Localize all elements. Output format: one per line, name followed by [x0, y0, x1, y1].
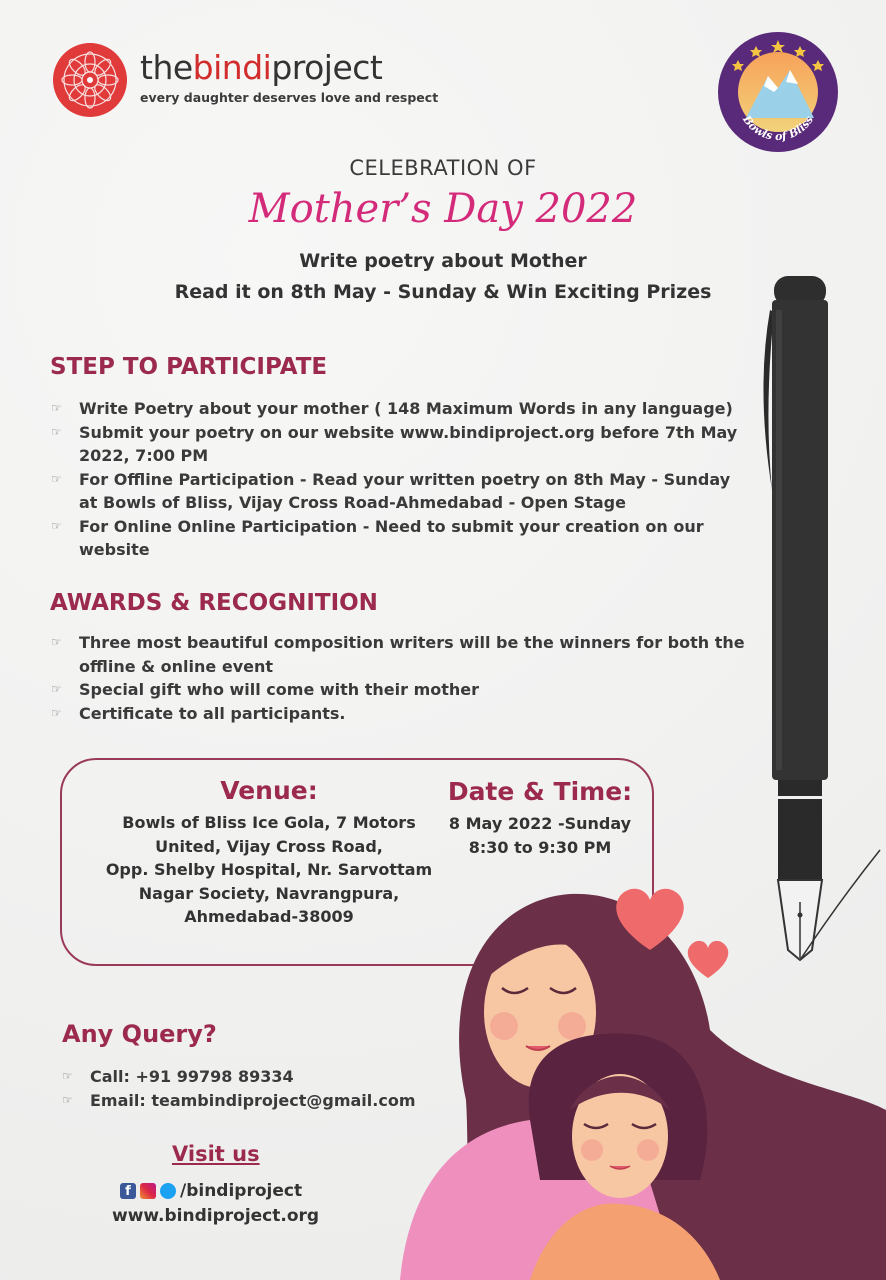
list-item: ☞ Certificate to all participants. — [49, 702, 749, 726]
list-item[interactable] — [60, 1089, 480, 1113]
bindi-project-logo — [52, 42, 128, 118]
steps-list — [49, 397, 749, 562]
subtitle-2: Read it on 8th May - Sunday & Win Exciting Prizes — [174, 281, 712, 303]
list-item: ☞ Three most beautiful composition writers will be the winners for both the offline & online event — [51, 633, 745, 676]
hearts-decoration — [610, 880, 736, 980]
twitter-icon[interactable] — [160, 1183, 176, 1199]
list-item: ☞ Special gift who will come with their mother — [49, 678, 749, 702]
list-item: ☞ Write Poetry about your mother ( 148 Maximum Words in any language) — [49, 397, 749, 421]
list-item: ☞ Submit your poetry on our website www.bindiproject.org before 7th May 2022, 7:00 PM — [51, 422, 738, 465]
query-heading: Any Query? — [62, 1020, 217, 1048]
contact-list — [60, 1065, 480, 1112]
facebook-icon[interactable]: f — [120, 1183, 136, 1199]
svg-text:Bowls of Bliss: Bowls of Bliss — [739, 113, 816, 144]
datetime-value: 8 May 2022 -Sunday 8:30 to 9:30 PM — [448, 814, 632, 857]
venue-address: Bowls of Bliss Ice Gola, 7 Motors United, Vijay Cross Road, Opp. Shelby Hospital, Nr. Sarvottam Nagar Society, Navrangpura, Ahmedabad-38009 — [105, 813, 433, 926]
call-number: Call: +91 99798 89334 — [90, 1067, 294, 1086]
pointing-hand-icon: ☞ — [51, 401, 62, 415]
bowls-of-bliss-logo — [716, 30, 840, 154]
pointing-hand-icon: ☞ — [51, 518, 62, 533]
pointing-hand-icon: ☞ — [51, 471, 62, 486]
pointing-hand-icon: ☞ — [62, 1092, 73, 1107]
social-handle-row[interactable] — [120, 1181, 302, 1201]
awards-list — [49, 631, 749, 725]
venue-heading: Venue: — [220, 776, 318, 805]
pointing-hand-icon: ☞ — [62, 1069, 73, 1083]
page-title: Mother’s Day 2022 — [248, 186, 638, 232]
brand-name: thebindiproject — [140, 48, 383, 87]
list-item: ☞ For Online Online Participation - Need to submit your creation on our website — [51, 516, 704, 559]
awards-heading: AWARDS & RECOGNITION — [50, 590, 378, 616]
steps-heading: STEP TO PARTICIPATE — [50, 354, 328, 380]
social-handle[interactable]: /bindiproject — [180, 1181, 303, 1201]
subtitle-1: Write poetry about Mother — [299, 250, 587, 272]
datetime-heading: Date & Time: — [447, 777, 633, 806]
eyebrow-heading: CELEBRATION OF — [349, 156, 537, 180]
brand-tagline: every daughter deserves love and respect — [140, 90, 439, 105]
pointing-hand-icon: ☞ — [51, 682, 62, 696]
email-address: Email: teambindiproject@gmail.com — [90, 1090, 416, 1110]
instagram-icon[interactable] — [140, 1183, 156, 1199]
visit-heading: Visit us — [172, 1142, 260, 1166]
pointing-hand-icon: ☞ — [51, 705, 62, 720]
pointing-hand-icon: ☞ — [51, 635, 62, 649]
pointing-hand-icon: ☞ — [51, 424, 62, 439]
website-link[interactable]: www.bindiproject.org — [112, 1206, 320, 1226]
list-item: ☞ For Offline Participation - Read your written poetry on 8th May - Sunday at Bowls of Bliss, Vijay Cross Road-Ahmedabad - Open Stage — [51, 469, 731, 512]
list-item[interactable] — [60, 1065, 480, 1089]
